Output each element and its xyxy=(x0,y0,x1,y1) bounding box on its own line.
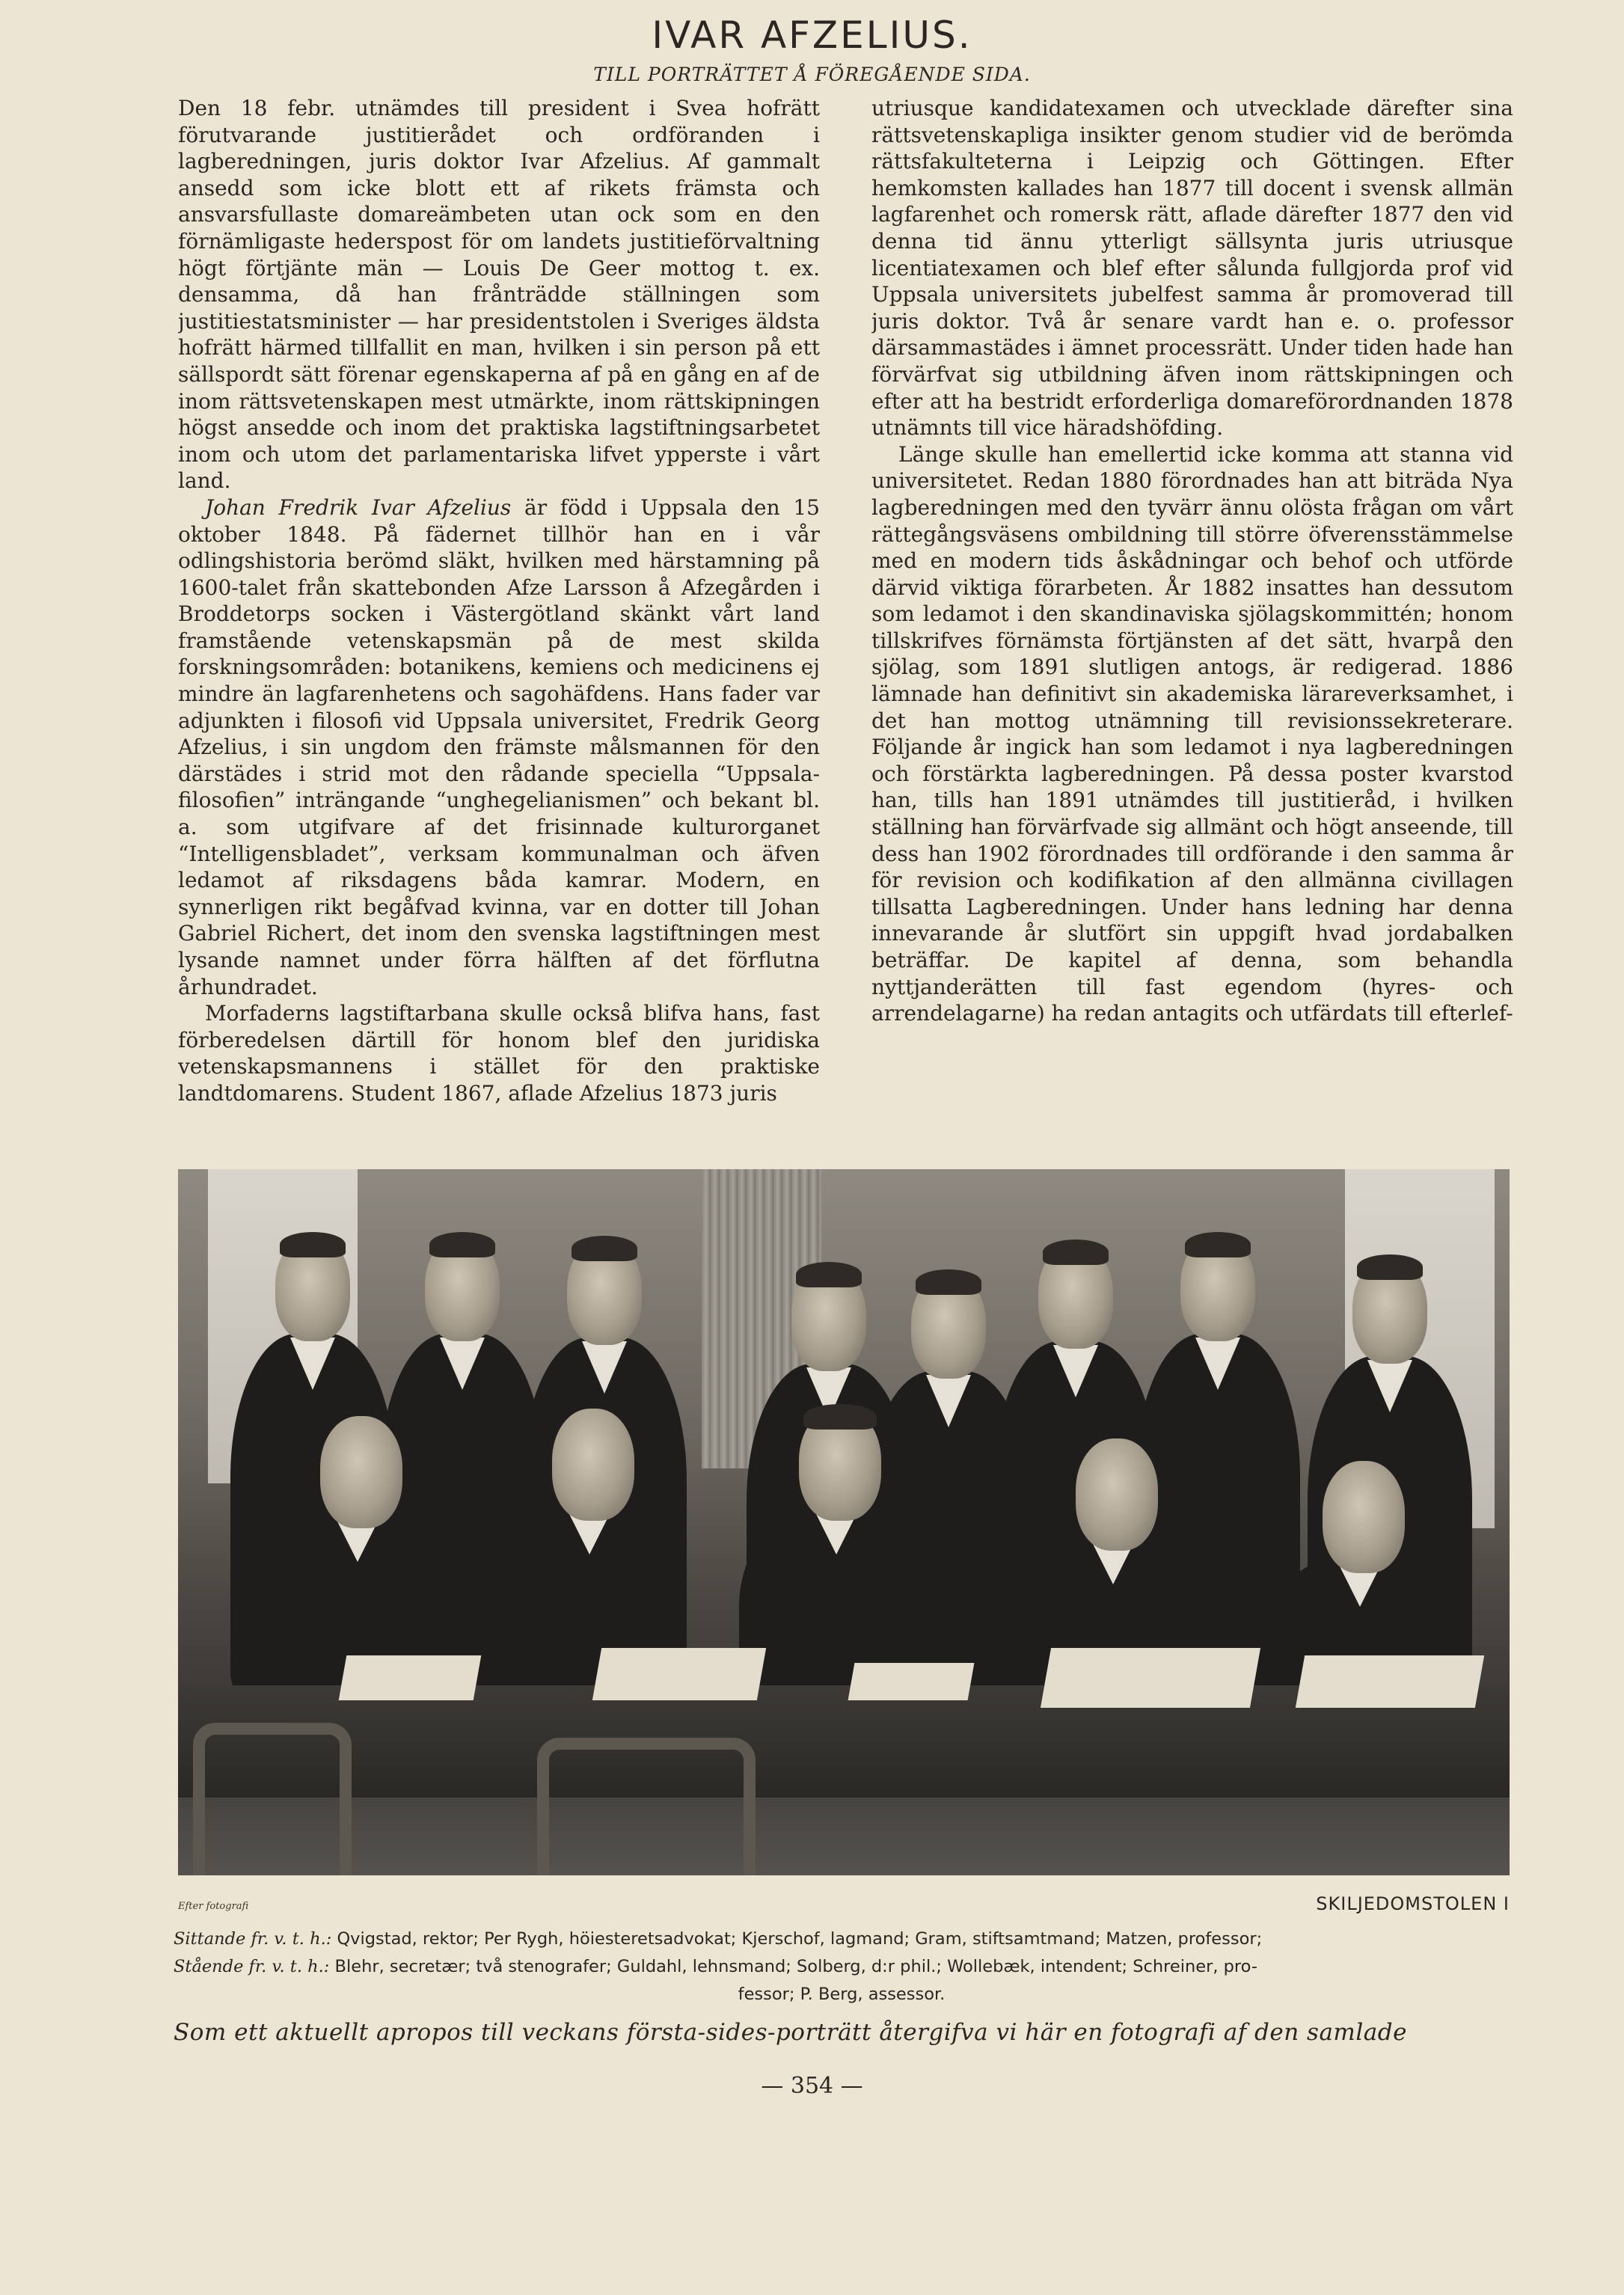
paragraph-text: Morfaderns lagstiftarbana skulle också blifva hans, fast förberedelsen därtill för honom blef den juridiska vetenskapsmannens i stället för den praktiske landtdomarens. Student 1867, aflade Afzelius 1873 juris xyxy=(178,1001,820,1106)
paragraph-text: är född i Uppsala den 15 oktober 1848. På fädernet tillhör han en i vår odlingshistoria berömd släkt, hvilken med härstamning på 1600-talet från skattebonden Afze Larsson å Afzegården i Broddetorps socken i Västergötland skänkt vårt land framstående vetenskapsmän på de mest skilda forskningsområden: botanikens, kemiens och medicinens ej mindre än lagfarenhetens och sagohäfdens. Hans fader var adjunkten i filosofi vid Uppsala universitet, Fredrik Georg Afzelius, i sin ungdom den främste målsmannen för den därstädes i strid mot den rådande speciella “Uppsala-filosofien” inträngande “unghegelianismen” och bekant bl. a. som utgifvare af det frisinnade kulturorganet “Intelligensbladet”, verksam kommunalman och äfven ledamot af riksdagens båda kamrar. Modern, en synnerligen rikt begåfvad kvinna, var en dotter till Johan Gabriel Richert, det inom den svenska lagstiftningen mest lysande namnet under förra hälften af det förflutna århundradet. xyxy=(178,494,820,999)
chair xyxy=(537,1738,756,1875)
papers xyxy=(1041,1648,1260,1708)
caption-seated-line xyxy=(174,1925,1510,1953)
left-text-column xyxy=(178,95,820,1124)
paragraph xyxy=(178,1000,820,1106)
caption-label: Stående fr. v. t. h.: xyxy=(174,1957,330,1976)
papers xyxy=(592,1648,766,1700)
papers xyxy=(1296,1655,1484,1708)
paragraph xyxy=(178,494,820,1000)
papers xyxy=(339,1655,482,1700)
group-photograph xyxy=(178,1169,1510,1875)
caption-continuation: fessor; P. Berg, assessor. xyxy=(738,1985,946,2004)
paragraph-text: utriusque kandidatexamen och utvecklade därefter sina rättsvetenskapliga insikter genom studier vid de berömda rättsfakulteterna i Leipzig och Göttingen. Efter hemkomsten kallades han 1877 till docent i svensk allmän lagfarenhet och romersk rätt, aflade därefter 1877 den vid denna tid ännu ytterligt sällsynta juris utriusque licentiatexamen och blef efter sålunda fullgjorda prof vid Uppsala universitets jubelfest samma år promoverad till juris doktor. Två år senare vardt han e. o. professor därsammastädes i ämnet processrätt. Under tiden hade han förvärfvat sig utbildning äfven inom rättskipningen och efter att ha bestridt erforderliga domareförordnanden 1878 utnämnts till vice häradshöfding. xyxy=(871,96,1513,441)
chair xyxy=(193,1723,352,1875)
paragraph xyxy=(871,95,1513,441)
caption-names: Qvigstad, rektor; Per Rygh, höiesteretsadvokat; Kjerschof, lagmand; Gram, stiftsamtmand; Matzen, professor; xyxy=(331,1929,1263,1949)
page-number: — 354 — xyxy=(761,2073,863,2099)
caption-names: Blehr, secretær; två stenografer; Guldahl, lehnsmand; Solberg, d:r phil.; Wollebæk, intendent; Schreiner, pro- xyxy=(329,1957,1257,1976)
photo-credit: Efter fotografi xyxy=(178,1901,249,1912)
paragraph-lead-name: Johan Fredrik Ivar Afzelius xyxy=(205,494,512,520)
paragraph-text: Den 18 febr. utnämdes till president i Svea hofrätt förutvarande justitierådet och ordföranden i lagberedningen, juris doktor Ivar Afzelius. Af gammalt ansedd som icke blott ett af rikets främsta och ansvarsfullaste domareämbeten utan ock som en den förnämligaste hederspost för om landets justitieförvaltning högt förtjänte män — Louis De Geer mottog t. ex. densamma, då han frånträdde ställningen som justitiestatsminister — har presidentstolen i Sveriges äldsta hofrätt härmed tillfallit en man, hvilken i sin person på ett sällspordt sätt förenar egenskaperna af på en gång en af de inom rättsvetenskapen mest utmärkte, inom rättskipningen högst ansedde och inom det praktiska lagstiftningsarbetet inom och utom det parlamentariska lifvet ypperste i vårt land. xyxy=(178,96,820,494)
papers xyxy=(848,1663,975,1700)
caption-label: Sittande fr. v. t. h.: xyxy=(174,1929,332,1949)
paragraph-text: Länge skulle han emellertid icke komma att stanna vid universitetet. Redan 1880 förordnades han att biträda Nya lagberedningen med den tyvärr ännu olösta frågan om vårt rättegångsväsens ombildning till större öfverensstämmelse med en modern tids åskådningar och behof och utförde därvid viktiga förarbeten. År 1882 insattes han dessutom som ledamot i den skandinaviska sjölagskommittén; honom tillskrifves förnämsta förtjänsten af det sätt, hvarpå den sjölag, som 1891 slutligen antogs, är redigerad. 1886 lämnade han definitivt sin akademiska lärareverksamhet, i det han mottog utnämning till revisionssekreterare. Följande år ingick han som ledamot i nya lagberedningen och förstärkta lagberedningen. På dessa poster kvarstod han, tills han 1891 utnämdes till justitieråd, i hvilken ställning han förvärfvade sig allmänt och högt anseende, till dess han 1902 förordnades till ordförande i den samma år för revision och kodifikation af den allmänna civillagen tillsatta Lagberedningen. Under hans ledning har denna innevarande år slutfört sin uppgift hvad jordabalken beträffar. De kapitel af denna, som behandla nyttjanderätten till fast egendom (hyres- och arrendelagarne) ha redan antagits och utfärdats till efterlef- xyxy=(871,441,1513,1026)
article-subtitle: TILL PORTRÄTTET Å FÖREGÅENDE SIDA. xyxy=(593,64,1031,85)
paragraph xyxy=(871,441,1513,1027)
paragraph xyxy=(178,95,820,494)
article-title: IVAR AFZELIUS. xyxy=(652,13,972,57)
right-text-column xyxy=(871,95,1513,1124)
photo-caption-title: SKILJEDOMSTOLEN I xyxy=(1316,1893,1510,1914)
caption-standing-line xyxy=(174,1953,1510,1981)
photo-caption xyxy=(174,1925,1510,2008)
closing-line: Som ett aktuellt apropos till veckans första-sides-porträtt återgifva vi här en fotografi af den samlade xyxy=(174,2019,1407,2046)
